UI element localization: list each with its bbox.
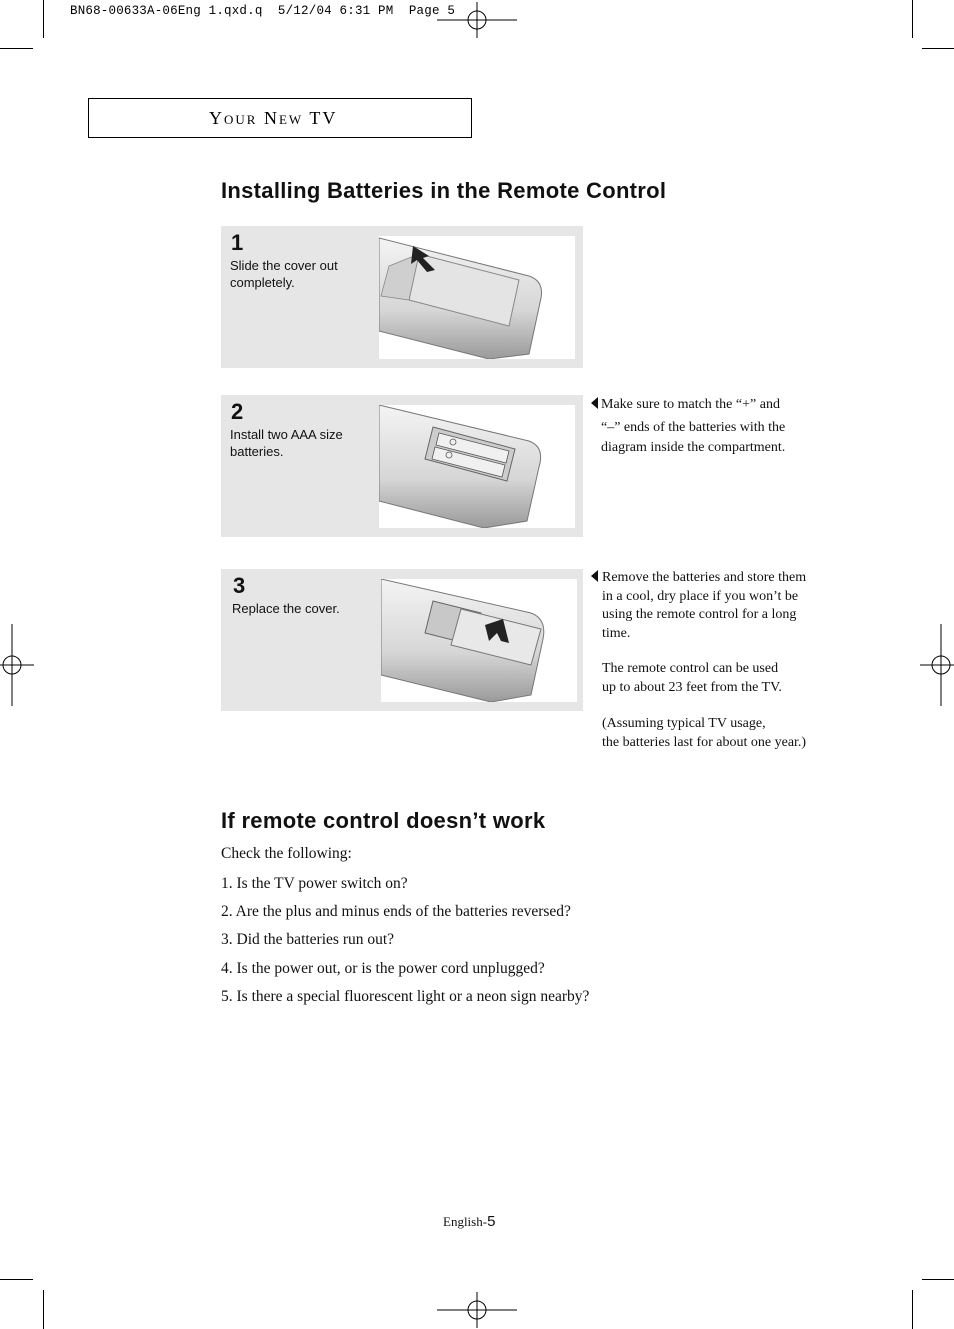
section-title-troubleshooting: If remote control doesn’t work [221,808,546,833]
step-number: 3 [233,573,246,598]
crop-mark [0,1279,33,1280]
crop-mark [43,0,44,38]
remote-illustration [379,236,575,359]
checklist-item: 2. Are the plus and minus ends of the batteries reversed? [221,903,571,920]
crop-mark [912,0,913,38]
step-instruction: Install two AAA size batteries. [230,427,343,459]
crop-mark [43,1290,44,1329]
registration-mark-icon [437,1292,517,1328]
note-line: in a cool, dry place if you won’t be [602,588,799,604]
page-title: Installing Batteries in the Remote Control [221,178,667,203]
note-arrow-icon [591,397,598,409]
step-panel-2 [221,395,583,537]
note-line: diagram inside the compartment. [601,440,786,455]
crop-mark [922,1279,954,1280]
note-arrow-icon [591,570,598,582]
crop-mark [912,1290,913,1329]
troubleshooting-intro: Check the following: [221,845,352,862]
remote-batteries-icon [379,405,575,528]
note-battery-storage [602,569,806,643]
step-number: 2 [231,399,244,424]
checklist-item: 1. Is the TV power switch on? [221,875,408,892]
page-footer [443,1213,495,1230]
note-battery-life [602,715,806,752]
remote-cover-replace-icon [381,579,577,702]
registration-mark-icon [437,2,517,38]
step-instruction: Replace the cover. [232,601,340,616]
note-line: time. [602,625,631,641]
checklist-item: 5. Is there a special fluorescent light or a neon sign nearby? [221,988,590,1005]
note-line: Make sure to match the “+” and [601,397,780,412]
remote-illustration [379,405,575,528]
remote-illustration [381,579,577,702]
section-header-label: Your New TV [209,108,338,128]
checklist-item: 4. Is the power out, or is the power cord unplugged? [221,960,545,977]
step-instruction: Slide the cover out completely. [230,258,338,290]
registration-mark-icon [920,624,954,706]
registration-mark-icon [0,624,34,706]
remote-cover-open-icon [379,236,575,359]
note-line: (Assuming typical TV usage, [602,716,766,731]
section-header-box [88,98,472,138]
step-panel-1 [221,226,583,368]
note-line: “–” ends of the batteries with the [601,419,786,435]
note-line: using the remote control for a long [602,607,797,622]
note-battery-polarity [601,396,785,458]
checklist-item: 3. Did the batteries run out? [221,931,395,948]
note-range [602,660,782,697]
footer-language: English- [443,1214,488,1229]
page-number: 5 [487,1213,496,1230]
step-number: 1 [231,230,244,255]
crop-mark [0,48,33,49]
step-panel-3 [221,569,583,711]
note-line: up to about 23 feet from the TV. [602,679,782,695]
note-line: the batteries last for about one year.) [602,734,807,750]
note-line: The remote control can be used [602,661,779,676]
note-line: Remove the batteries and store them [602,570,807,585]
print-slug: BN68-00633A-06Eng 1.qxd.q 5/12/04 6:31 PM Page 5 [70,4,456,18]
crop-mark [922,48,954,49]
